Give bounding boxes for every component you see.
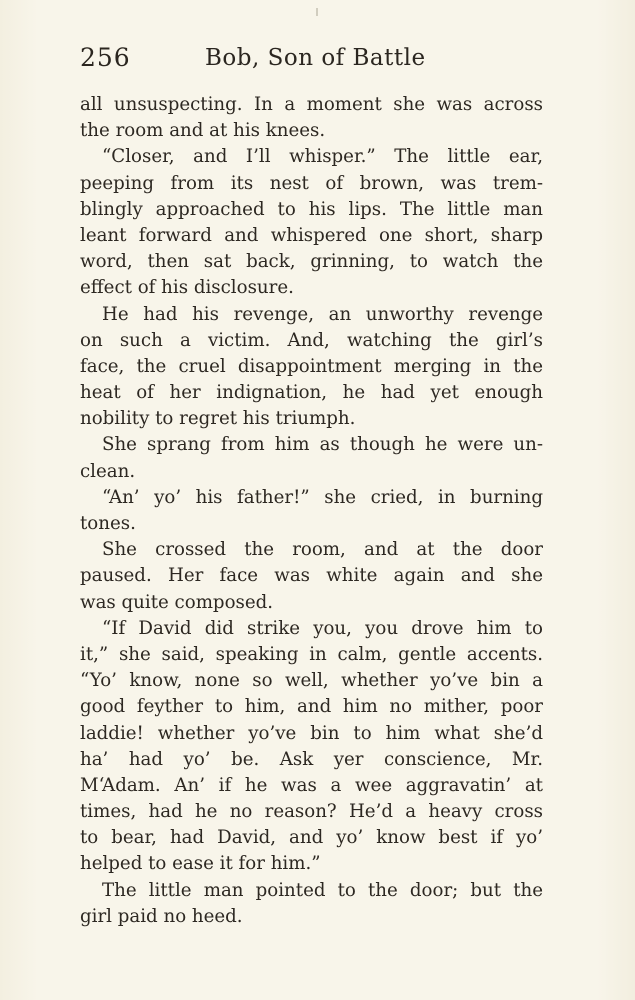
text-line: effect of his disclosure. xyxy=(80,277,294,299)
text-line: word, then sat back, grinning, to watch the xyxy=(80,251,543,273)
text-line: “If David did strike you, you drove him to xyxy=(102,617,543,639)
text-line: “Closer, and I’ll whisper.” The little ear, xyxy=(102,146,543,168)
text-line: tones. xyxy=(80,513,136,534)
text-line: M‘Adam. An’ if he was a wee aggravatin’ at xyxy=(80,774,543,796)
text-line: peeping from its nest of brown, was trem- xyxy=(80,172,543,194)
page-number: 256 xyxy=(80,43,131,72)
text-line: “An’ yo’ his father!” she cried, in burning xyxy=(102,486,543,508)
page-header xyxy=(80,43,543,83)
text-line: ha’ had yo’ be. Ask yer conscience, Mr. xyxy=(80,748,543,770)
text-line: all unsuspecting. In a moment she was across xyxy=(80,94,543,115)
text-line: on such a victim. And, watching the girl’s xyxy=(80,329,543,351)
text-line: the room and at his knees. xyxy=(80,120,326,142)
text-line: clean. xyxy=(80,460,136,482)
text-line: good feyther to him, and him no mither, poor xyxy=(80,696,543,718)
text-line: The little man pointed to the door; but the xyxy=(102,879,543,901)
text-line: blingly approached to his lips. The little man xyxy=(80,198,543,220)
text-line: times, had he no reason? He’d a heavy cross xyxy=(80,801,543,823)
text-line: laddie! whether yo’ve bin to him what she’d xyxy=(80,722,543,744)
text-line: was quite composed. xyxy=(80,591,274,613)
text-line: face, the cruel disappointment merging in the xyxy=(80,355,543,377)
page-body-text xyxy=(80,92,543,930)
text-line: She crossed the room, and at the door xyxy=(102,539,543,561)
paper-speck xyxy=(316,8,318,16)
text-line: He had his revenge, an unworthy revenge xyxy=(102,303,543,325)
text-line: girl paid no heed. xyxy=(80,905,243,927)
text-line: nobility to regret his triumph. xyxy=(80,408,356,430)
text-line: helped to ease it for him.” xyxy=(80,853,321,875)
text-line: leant forward and whispered one short, sharp xyxy=(80,224,543,246)
text-line: to bear, had David, and yo’ know best if yo’ xyxy=(80,827,543,849)
running-title: Bob, Son of Battle xyxy=(205,45,426,71)
text-line: “Yo’ know, none so well, whether yo’ve bin a xyxy=(80,670,543,692)
text-line: She sprang from him as though he were un- xyxy=(102,434,543,456)
text-line: paused. Her face was white again and she xyxy=(80,565,543,587)
text-line: heat of her indignation, he had yet enough xyxy=(80,382,543,404)
text-line: it,” she said, speaking in calm, gentle accents. xyxy=(80,643,543,665)
